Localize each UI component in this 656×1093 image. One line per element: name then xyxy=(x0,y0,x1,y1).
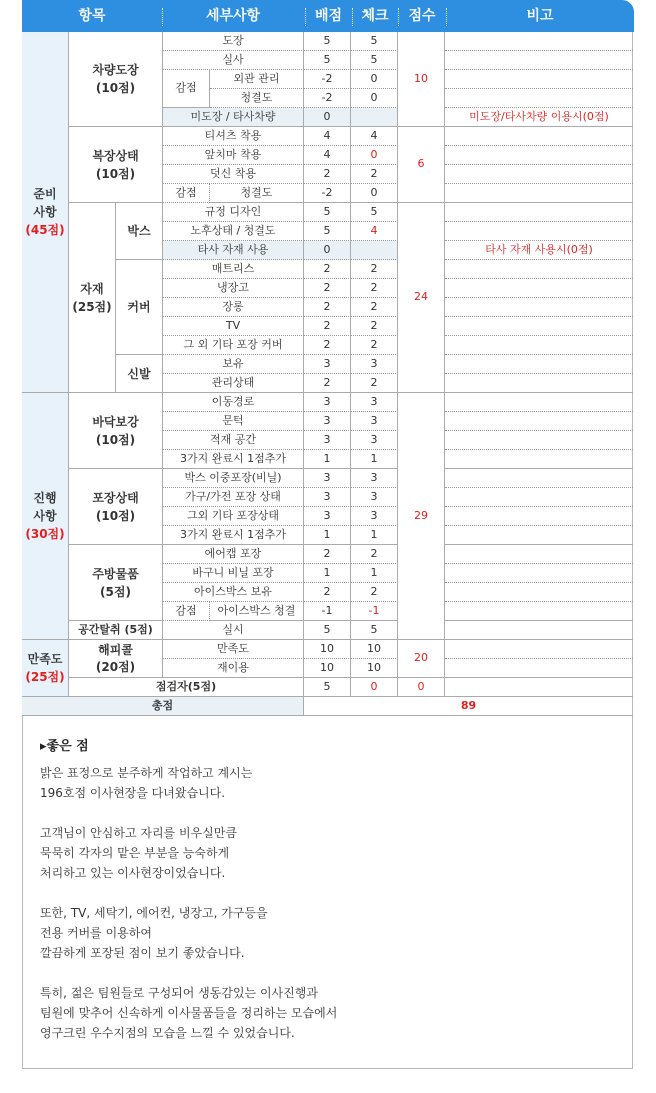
group-dress-points: (10점) xyxy=(95,166,136,181)
row-note xyxy=(445,70,633,89)
group-pack-name: 포장상태 xyxy=(92,490,139,505)
row-check xyxy=(351,241,398,260)
section-prep xyxy=(22,32,69,393)
row-detail: 장롱 xyxy=(163,298,304,317)
score-prog: 29 xyxy=(398,393,445,640)
group-dress xyxy=(69,127,163,203)
row-check: 1 xyxy=(351,526,398,545)
row-alloc: 1 xyxy=(304,450,351,469)
row-note xyxy=(445,146,633,165)
header-check: 체크 xyxy=(361,8,389,24)
row-check: 0 xyxy=(351,89,398,108)
row-alloc: 0 xyxy=(304,108,351,127)
row-alloc: 4 xyxy=(304,146,351,165)
row-check: 4 xyxy=(351,127,398,146)
row-detail: 청결도 xyxy=(210,89,304,108)
row-alloc: 3 xyxy=(304,431,351,450)
total-label xyxy=(22,697,304,716)
row-note xyxy=(445,336,633,355)
row-check: 3 xyxy=(351,355,398,374)
row-detail: 박스 이중포장(비닐) xyxy=(163,469,304,488)
row-check: 1 xyxy=(351,564,398,583)
row-check: 10 xyxy=(351,659,398,678)
row-alloc: 2 xyxy=(304,317,351,336)
section-prep-points: (45점) xyxy=(25,223,65,237)
row-alloc: 5 xyxy=(304,51,351,70)
deduct-label-kitchen: 감점 xyxy=(163,602,210,621)
section-prog-name: 진행 xyxy=(33,491,57,505)
group-happy-points: (20점) xyxy=(95,659,136,674)
group-dress-name: 복장상태 xyxy=(92,148,139,163)
row-check: 3 xyxy=(351,431,398,450)
row-alloc: 3 xyxy=(304,393,351,412)
row-detail: 덧신 착용 xyxy=(163,165,304,184)
row-detail: 문턱 xyxy=(163,412,304,431)
row-alloc: 5 xyxy=(304,32,351,51)
section-sat-name: 만족도 xyxy=(27,652,63,666)
row-alloc: -2 xyxy=(304,184,351,203)
row-alloc: -1 xyxy=(304,602,351,621)
row-check: 3 xyxy=(351,412,398,431)
subgroup-box-name: 박스 xyxy=(127,224,151,238)
total-score: 89 xyxy=(304,697,633,716)
row-detail: 청결도 xyxy=(210,184,304,203)
row-check: 5 xyxy=(351,621,398,640)
section-prog xyxy=(22,393,69,640)
group-happy-name: 해피콜 xyxy=(98,642,133,657)
row-detail: 3가지 완료시 1점추가 xyxy=(163,450,304,469)
row-detail: 그외 기타 포장상태 xyxy=(163,507,304,526)
row-check: 2 xyxy=(351,583,398,602)
section-prog-points: (30점) xyxy=(25,527,65,541)
row-note xyxy=(445,165,633,184)
row-detail: 적재 공간 xyxy=(163,431,304,450)
group-floor xyxy=(69,393,163,469)
notes-paragraph-3: 또한, TV, 세탁기, 에어컨, 냉장고, 가구등을 전용 커버를 이용하여 깔끔하게 포장된 점이 보기 좋았습니다. xyxy=(40,906,268,960)
row-check: 2 xyxy=(351,298,398,317)
row-detail: 바구니 비닐 포장 xyxy=(163,564,304,583)
row-note xyxy=(445,526,633,545)
row-detail: 재이용 xyxy=(163,659,304,678)
row-detail: 냉장고 xyxy=(163,279,304,298)
note-inspector xyxy=(445,678,633,697)
notes-paragraph-2: 고객님이 안심하고 자리를 비우실만큼 묵묵히 각자의 맡은 부분을 능숙하게 처리하고 있는 이사현장이었습니다. xyxy=(40,826,237,880)
row-alloc: 3 xyxy=(304,469,351,488)
score-inspector: 0 xyxy=(398,678,445,697)
row-check: 1 xyxy=(351,450,398,469)
row-check: 5 xyxy=(351,51,398,70)
row-alloc: 5 xyxy=(304,203,351,222)
row-detail: 매트리스 xyxy=(163,260,304,279)
row-check: 2 xyxy=(351,545,398,564)
header-note: 비고 xyxy=(526,8,554,24)
row-check: 5 xyxy=(351,203,398,222)
group-mat-name: 자재 xyxy=(80,281,104,296)
group-kitchen-points: (5점) xyxy=(100,584,131,599)
row-detail: TV xyxy=(163,317,304,336)
row-check: 10 xyxy=(351,640,398,659)
row-detail: 만족도 xyxy=(163,640,304,659)
row-alloc: 2 xyxy=(304,260,351,279)
row-note xyxy=(445,393,633,412)
row-check: 4 xyxy=(351,222,398,241)
row-alloc: 3 xyxy=(304,355,351,374)
row-check: 3 xyxy=(351,507,398,526)
row-note xyxy=(445,621,633,640)
header-item: 항목 xyxy=(78,8,106,24)
subgroup-shoe xyxy=(116,355,163,393)
group-paint xyxy=(69,32,163,127)
header-score: 점수 xyxy=(408,8,436,24)
row-detail: 티셔츠 착용 xyxy=(163,127,304,146)
row-detail: 미도장 / 타사차량 xyxy=(163,108,304,127)
group-mat xyxy=(69,203,116,393)
row-detail: 아이스박스 보유 xyxy=(163,583,304,602)
row-alloc: 4 xyxy=(304,127,351,146)
check-inspector: 0 xyxy=(351,678,398,697)
notes-section xyxy=(40,737,600,1063)
row-detail: 보유 xyxy=(163,355,304,374)
row-detail: 이동경로 xyxy=(163,393,304,412)
row-note xyxy=(445,89,633,108)
row-alloc: 2 xyxy=(304,279,351,298)
row-alloc: 1 xyxy=(304,564,351,583)
row-alloc: -2 xyxy=(304,89,351,108)
section-sat-points: (25점) xyxy=(25,670,65,684)
group-space xyxy=(69,621,163,640)
row-alloc: 5 xyxy=(304,222,351,241)
section-prep-name: 준비 xyxy=(33,187,57,201)
score-dress: 6 xyxy=(398,127,445,203)
row-detail: 가구/가전 포장 상태 xyxy=(163,488,304,507)
row-alloc: -2 xyxy=(304,70,351,89)
row-alloc: 2 xyxy=(304,336,351,355)
row-detail: 규정 디자인 xyxy=(163,203,304,222)
subgroup-box xyxy=(116,203,163,260)
group-floor-points: (10점) xyxy=(95,432,136,447)
row-check: 3 xyxy=(351,469,398,488)
section-prep-name2: 사항 xyxy=(33,205,57,219)
section-prog-name2: 사항 xyxy=(33,509,57,523)
total-label-text: 총점 xyxy=(151,698,174,712)
group-happy xyxy=(69,640,163,678)
table-header xyxy=(22,0,634,32)
row-note xyxy=(445,127,633,146)
row-alloc: 10 xyxy=(304,659,351,678)
row-note xyxy=(445,355,633,374)
score-paint: 10 xyxy=(398,32,445,127)
row-note xyxy=(445,32,633,51)
row-alloc: 2 xyxy=(304,583,351,602)
row-note xyxy=(445,298,633,317)
group-space-name: 공간탈취 (5점) xyxy=(78,622,153,636)
row-note xyxy=(445,431,633,450)
row-check: 2 xyxy=(351,279,398,298)
header-alloc: 배점 xyxy=(314,8,343,24)
row-check: 2 xyxy=(351,374,398,393)
row-note xyxy=(445,469,633,488)
row-check: 3 xyxy=(351,488,398,507)
row-alloc: 0 xyxy=(304,241,351,260)
row-detail: 실사 xyxy=(163,51,304,70)
row-detail: 그 외 기타 포장 커버 xyxy=(163,336,304,355)
row-alloc: 1 xyxy=(304,526,351,545)
row-detail: 아이스박스 청결 xyxy=(210,602,304,621)
row-check: 2 xyxy=(351,260,398,279)
row-alloc: 2 xyxy=(304,374,351,393)
row-check: 0 xyxy=(351,70,398,89)
row-note xyxy=(445,450,633,469)
row-note xyxy=(445,507,633,526)
section-sat xyxy=(22,640,69,697)
group-mat-points: (25점) xyxy=(72,299,112,314)
row-note xyxy=(445,564,633,583)
row-note xyxy=(445,279,633,298)
row-alloc: 2 xyxy=(304,165,351,184)
row-check: 0 xyxy=(351,146,398,165)
row-note xyxy=(445,545,633,564)
row-note: 미도장/타사차량 이용시(0점) xyxy=(445,108,633,127)
group-inspector-name: 점검자(5점) xyxy=(155,679,217,693)
group-paint-points: (10점) xyxy=(95,81,136,95)
notes-title: ▸좋은 점 xyxy=(40,739,89,754)
score-happy: 20 xyxy=(398,640,445,678)
row-check: 0 xyxy=(351,184,398,203)
row-alloc: 10 xyxy=(304,640,351,659)
row-detail: 3가지 완료시 1점추가 xyxy=(163,526,304,545)
notes-paragraph-4: 특히, 젊은 팀원들로 구성되어 생동감있는 이사진행과 팀원에 맞추어 신속하게 이사물품들을 정리하는 모습에서 영구크린 우수지점의 모습을 느낄 수 있었습니다. xyxy=(40,986,338,1040)
row-note xyxy=(445,203,633,222)
row-note xyxy=(445,222,633,241)
row-alloc: 3 xyxy=(304,507,351,526)
row-alloc: 3 xyxy=(304,488,351,507)
row-note xyxy=(445,412,633,431)
row-check: 2 xyxy=(351,336,398,355)
group-floor-name: 바닥보강 xyxy=(92,414,139,429)
row-detail: 실시 xyxy=(163,621,304,640)
row-note xyxy=(445,583,633,602)
row-note xyxy=(445,488,633,507)
row-check: 3 xyxy=(351,393,398,412)
row-note xyxy=(445,640,633,659)
subgroup-shoe-name: 신발 xyxy=(127,366,151,381)
row-detail: 관리상태 xyxy=(163,374,304,393)
row-detail: 도장 xyxy=(163,32,304,51)
score-mat: 24 xyxy=(398,203,445,393)
group-inspector xyxy=(69,678,304,697)
deduct-label-dress: 감점 xyxy=(163,184,210,203)
row-alloc: 2 xyxy=(304,545,351,564)
row-alloc: 3 xyxy=(304,412,351,431)
row-note xyxy=(445,184,633,203)
row-check: 2 xyxy=(351,165,398,184)
row-detail: 외관 관리 xyxy=(210,70,304,89)
row-alloc: 5 xyxy=(304,621,351,640)
row-detail: 노후상태 / 청결도 xyxy=(163,222,304,241)
row-note xyxy=(445,317,633,336)
deduct-label-paint: 감점 xyxy=(163,70,210,108)
group-pack xyxy=(69,469,163,545)
row-detail: 타사 자재 사용 xyxy=(163,241,304,260)
group-pack-points: (10점) xyxy=(95,508,136,523)
notes-paragraph-1: 밝은 표정으로 분주하게 작업하고 계시는 196호점 이사현장을 다녀왔습니다. xyxy=(40,766,253,800)
row-note: 타사 자재 사용시(0점) xyxy=(445,241,633,260)
subgroup-cover xyxy=(116,260,163,355)
group-kitchen-name: 주방물품 xyxy=(92,566,139,581)
subgroup-cover-name: 커버 xyxy=(127,300,151,314)
group-paint-name: 차량도장 xyxy=(92,63,139,77)
row-check: -1 xyxy=(351,602,398,621)
row-check xyxy=(351,108,398,127)
row-check: 5 xyxy=(351,32,398,51)
alloc-inspector: 5 xyxy=(304,678,351,697)
row-check: 2 xyxy=(351,317,398,336)
row-detail: 앞치마 착용 xyxy=(163,146,304,165)
row-note xyxy=(445,374,633,393)
row-note xyxy=(445,51,633,70)
row-note xyxy=(445,260,633,279)
row-note xyxy=(445,602,633,621)
row-alloc: 2 xyxy=(304,298,351,317)
group-kitchen xyxy=(69,545,163,621)
row-note xyxy=(445,659,633,678)
header-detail: 세부사항 xyxy=(205,8,261,24)
row-detail: 에어캡 포장 xyxy=(163,545,304,564)
